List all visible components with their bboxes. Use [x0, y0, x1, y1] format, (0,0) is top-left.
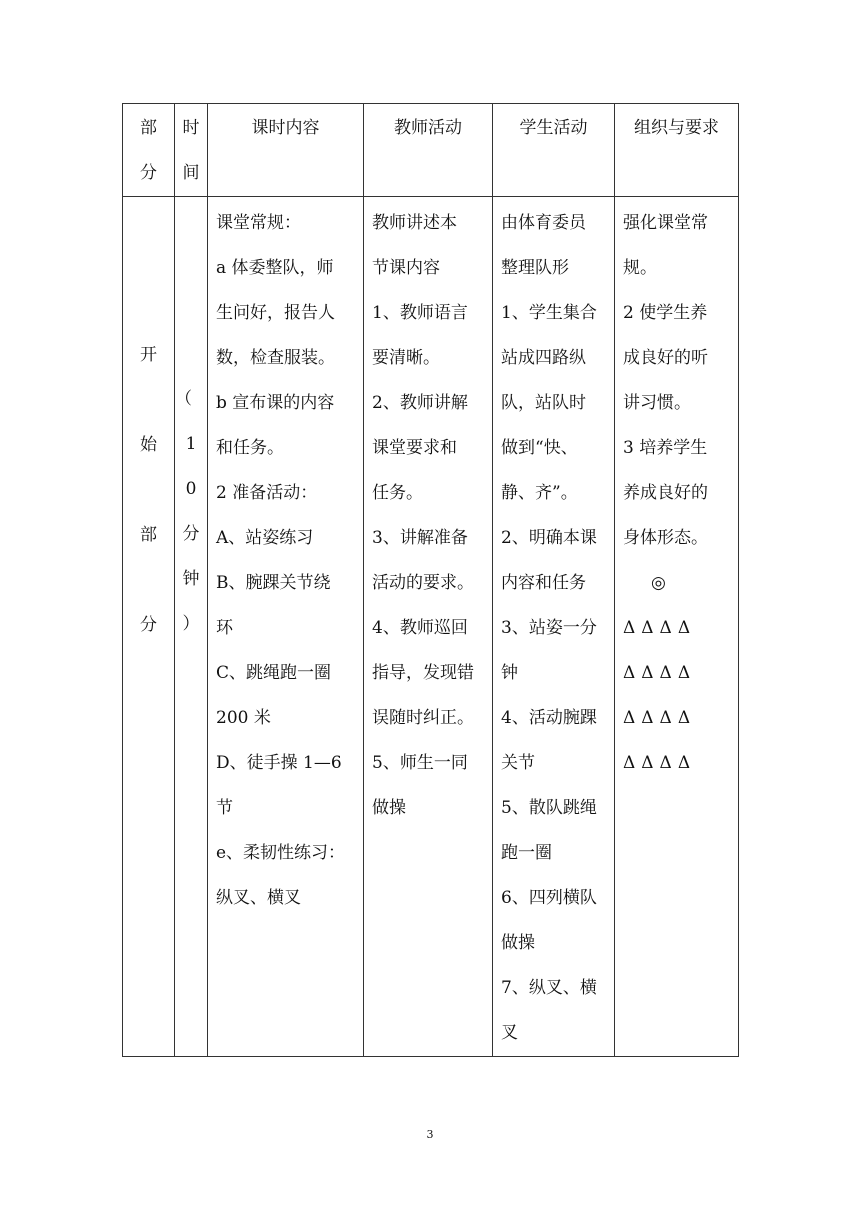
student-line: 做操: [501, 933, 535, 953]
organization-line: 3 培养学生: [623, 438, 708, 458]
content-line: b 宣布课的内容: [216, 393, 335, 413]
content-line: 节: [216, 798, 233, 818]
content-line: 纵叉、横叉: [216, 888, 301, 908]
part-char: 开: [140, 345, 157, 365]
header-teacher-label: 教师活动: [394, 118, 462, 138]
teacher-line: 3、讲解准备: [372, 528, 468, 548]
time-cell: [175, 197, 208, 1057]
header-content: [208, 104, 364, 197]
header-part-char: 部: [140, 118, 157, 138]
teacher-position-symbol: ◎: [651, 573, 666, 593]
teacher-line: 5、师生一同: [372, 753, 468, 773]
teacher-line: 节课内容: [372, 258, 440, 278]
organization-line: 成良好的听: [623, 348, 708, 368]
student-line: 6、四列横队: [501, 888, 597, 908]
content-line: A、站姿练习: [216, 528, 314, 548]
header-content-label: 课时内容: [251, 118, 320, 138]
page-number: 3: [426, 1128, 434, 1141]
time-char: 0: [185, 479, 197, 499]
part-char: 分: [140, 615, 157, 635]
student-line: 1、学生集合: [501, 303, 597, 323]
header-organization: [615, 104, 739, 197]
content-line: e、柔韧性练习：: [216, 843, 346, 863]
formation-row: ΔΔΔΔ: [623, 618, 697, 638]
teacher-line: 课堂要求和: [372, 438, 457, 458]
time-char: （: [175, 389, 192, 409]
student-line: 关节: [501, 753, 535, 773]
content-line: 生问好，报告人: [216, 303, 335, 323]
content-line: a 体委整队，师: [216, 258, 334, 278]
teacher-line: 做操: [372, 798, 406, 818]
organization-line: 身体形态。: [623, 528, 708, 548]
student-line: 队，站队时: [501, 393, 586, 413]
student-line: 由体育委员: [501, 213, 586, 233]
header-time-char: 时: [182, 118, 200, 138]
time-char: 分: [182, 524, 200, 544]
content-line: B、腕踝关节绕: [216, 573, 331, 593]
header-row: [123, 104, 739, 197]
content-line: 2 准备活动：: [216, 483, 318, 503]
time-char: 钟: [182, 569, 200, 589]
organization-line: 强化课堂常: [623, 213, 708, 233]
part-cell: [123, 197, 175, 1057]
formation-row: ΔΔΔΔ: [623, 708, 697, 728]
teacher-line: 教师讲述本: [372, 213, 457, 233]
teacher-line: 1、教师语言: [372, 303, 468, 323]
header-organization-label: 组织与要求: [634, 118, 719, 138]
student-line: 钟: [501, 663, 518, 683]
organization-line: 养成良好的: [623, 483, 708, 503]
student-cell: [493, 197, 615, 1057]
student-line: 整理队形: [501, 258, 569, 278]
header-student: [493, 104, 615, 197]
content-line: D、徒手操 1—6: [216, 753, 342, 773]
teacher-line: 要清晰。: [372, 348, 440, 368]
time-char: ）: [182, 614, 200, 634]
student-line: 3、站姿一分: [501, 618, 597, 638]
header-part-char: 分: [140, 163, 157, 183]
teacher-line: 4、教师巡回: [372, 618, 468, 638]
teacher-line: 任务。: [372, 483, 423, 503]
student-line: 5、散队跳绳: [501, 798, 597, 818]
header-time-char: 间: [182, 163, 200, 183]
part-char: 部: [140, 525, 157, 545]
organization-cell: [615, 197, 739, 1057]
teacher-line: 2、教师讲解: [372, 393, 468, 413]
student-line: 4、活动腕踝: [501, 708, 597, 728]
lesson-plan-table: [122, 103, 739, 1057]
formation-row: ΔΔΔΔ: [623, 753, 697, 773]
student-line: 跑一圈: [501, 843, 552, 863]
content-line: 和任务。: [216, 438, 284, 458]
content-line: C、跳绳跑一圈: [216, 663, 332, 683]
header-part: [123, 104, 175, 197]
organization-line: 规。: [623, 258, 657, 278]
content-cell: [208, 197, 364, 1057]
content-line: 课堂常规：: [216, 213, 301, 233]
part-char: 始: [140, 435, 157, 455]
teacher-line: 活动的要求。: [372, 573, 474, 593]
student-line: 做到“快、: [501, 438, 578, 458]
time-char: 1: [185, 434, 197, 454]
student-line: 静、齐”。: [501, 483, 578, 503]
header-time: [175, 104, 208, 197]
organization-line: 讲习惯。: [623, 393, 691, 413]
content-line: 数，检查服装。: [216, 348, 335, 368]
student-line: 站成四路纵: [501, 348, 586, 368]
opening-section-row: [123, 197, 739, 1057]
content-line: 环: [216, 618, 233, 638]
teacher-line: 误随时纠正。: [372, 708, 474, 728]
student-line: 2、明确本课: [501, 528, 597, 548]
student-line: 叉: [501, 1023, 518, 1043]
organization-line: 2 使学生养: [623, 303, 708, 323]
teacher-line: 指导，发现错: [372, 663, 474, 683]
student-line: 7、纵叉、横: [501, 978, 597, 998]
student-line: 内容和任务: [501, 573, 586, 593]
header-teacher: [364, 104, 493, 197]
teacher-cell: [364, 197, 493, 1057]
header-student-label: 学生活动: [519, 118, 588, 138]
formation-row: ΔΔΔΔ: [623, 663, 697, 683]
content-line: 200 米: [216, 708, 271, 728]
